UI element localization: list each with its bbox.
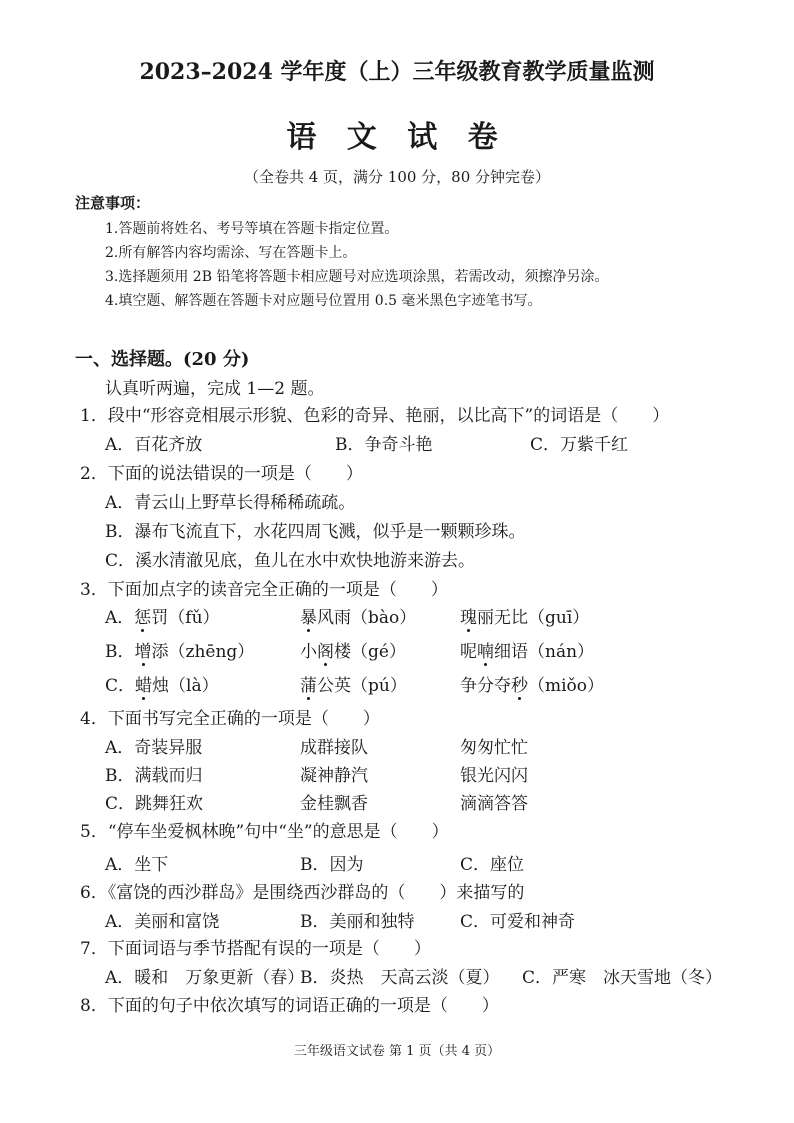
question-3-row-a-word-2 <box>300 603 416 628</box>
question-6-option-c: C．可爱和神奇 <box>460 912 576 932</box>
question-4-stem: 4．下面书写完全正确的一项是（ ） <box>80 709 380 729</box>
dotted-char: 秒 <box>511 671 528 696</box>
question-7-option-c: C．严寒 冰天雪地（冬） <box>522 968 723 988</box>
question-3-row-c-word-2 <box>300 671 407 696</box>
option-label: A． <box>105 608 135 628</box>
pinyin: （zhēng） <box>168 642 255 662</box>
pinyin: （nán） <box>528 642 595 662</box>
question-8-stem: 8．下面的句子中依次填写的词语正确的一项是（ ） <box>80 996 499 1016</box>
pinyin: （miǒo） <box>528 676 605 696</box>
option-label: B． <box>105 642 135 662</box>
word-text: 争分夺 <box>460 676 511 696</box>
word-text: 楼 <box>334 642 351 662</box>
question-3-row-a-word-3 <box>460 603 589 628</box>
dotted-char: 蒲 <box>300 671 317 696</box>
question-7-option-b: B．炎热 天高云淡（夏） <box>300 968 500 988</box>
word-text: 细语 <box>494 642 528 662</box>
question-2-option-a: A．青云山上野草长得稀稀疏疏。 <box>105 493 356 513</box>
question-2-option-b: B．瀑布飞流直下，水花四周飞溅，似乎是一颗颗珍珠。 <box>105 522 526 542</box>
dotted-char: 增 <box>135 637 152 662</box>
dotted-char: 阁 <box>317 637 334 662</box>
word-text: 呢 <box>460 642 477 662</box>
notice-item: 2.所有解答内容均需涂、写在答题卡上。 <box>105 245 357 261</box>
pinyin: （bào） <box>351 608 417 628</box>
question-2-option-c: C．溪水清澈见底，鱼儿在水中欢快地游来游去。 <box>105 551 476 571</box>
pinyin: （pú） <box>351 676 407 696</box>
question-3-row-a <box>105 603 220 628</box>
question-4-option-b-word-3: 银光闪闪 <box>460 766 528 786</box>
word-text: 添 <box>151 642 169 662</box>
question-6-option-a: A．美丽和富饶 <box>105 912 220 932</box>
word-text: 小 <box>300 642 317 662</box>
word-text: 丽无比 <box>477 608 528 628</box>
question-1-option-c: C．万紫千红 <box>530 435 629 455</box>
question-5-option-a: A．坐下 <box>105 855 169 875</box>
exam-info: （全卷共 4 页，满分 100 分，80 分钟完卷） <box>243 168 551 186</box>
notice-heading: 注意事项： <box>75 194 151 212</box>
question-3-row-c-word-3 <box>460 671 604 696</box>
question-4-option-b-word-2: 凝神静汽 <box>300 766 368 786</box>
word-text: 公英 <box>317 676 351 696</box>
question-2-stem: 2．下面的说法错误的一项是（ ） <box>80 464 363 484</box>
question-1-option-a: A．百花齐放 <box>105 435 203 455</box>
question-3-row-c <box>105 671 219 696</box>
question-7-option-a: A．暖和 万象更新（春） <box>105 968 305 988</box>
question-3-row-b-word-2 <box>300 637 406 662</box>
question-4-option-b: B．满载而归 <box>105 766 203 786</box>
exam-title: 2023–2024 学年度（上）三年级教育教学质量监测 <box>139 59 655 85</box>
dotted-char: 惩 <box>134 603 151 628</box>
question-5-option-c: C．座位 <box>460 855 525 875</box>
notice-item: 4.填空题、解答题在答题卡对应题号位置用 0.5 毫米黑色字迹笔书写。 <box>105 293 542 309</box>
dotted-char: 暴 <box>300 603 317 628</box>
notice-item: 1.答题前将姓名、考号等填在答题卡指定位置。 <box>105 221 399 237</box>
question-4-option-a-word-3: 匆匆忙忙 <box>460 738 528 758</box>
word-text: 风雨 <box>317 608 351 628</box>
pinyin: （là） <box>169 676 219 696</box>
pinyin: （guī） <box>528 608 590 628</box>
question-4-option-c: C．跳舞狂欢 <box>105 794 204 814</box>
pinyin: （fǔ） <box>168 608 220 628</box>
notice-item: 3.选择题须用 2B 铅笔将答题卡相应题号对应选项涂黑，若需改动，须擦净另涂。 <box>105 269 609 285</box>
dotted-char: 瑰 <box>460 603 477 628</box>
question-6-stem: 6．《富饶的西沙群岛》是围绕西沙群岛的（ ）来描写的 <box>80 883 525 903</box>
word-text: 烛 <box>152 676 170 696</box>
dotted-char: 喃 <box>477 637 494 662</box>
question-7-stem: 7．下面词语与季节搭配有误的一项是（ ） <box>80 939 431 959</box>
pinyin: （gé） <box>351 642 406 662</box>
question-4-option-a-word-2: 成群接队 <box>300 738 368 758</box>
question-3-stem: 3．下面加点字的读音完全正确的一项是（ ） <box>80 580 448 600</box>
question-3-row-b-word-3 <box>460 637 594 662</box>
question-5-stem: 5．“停车坐爱枫林晚”句中“坐”的意思是（ ） <box>80 822 449 842</box>
question-4-option-a: A．奇装异服 <box>105 738 203 758</box>
word-text: 罚 <box>151 608 169 628</box>
question-4-option-c-word-3: 滴滴答答 <box>460 794 528 814</box>
section-heading: 一、选择题。(20 分) <box>75 349 250 370</box>
question-1-stem: 1．段中“形容竞相展示形貌、色彩的奇异、艳丽，以比高下”的词语是（ ） <box>80 406 670 426</box>
dotted-char: 蜡 <box>135 671 152 696</box>
subject-title: 语 文 试 卷 <box>286 120 508 155</box>
question-6-option-b: B．美丽和独特 <box>300 912 415 932</box>
question-3-row-b <box>105 637 254 662</box>
option-label: C． <box>105 676 136 696</box>
question-1-option-b: B．争奇斗艳 <box>335 435 433 455</box>
section-intro: 认真听两遍，完成 1—2 题。 <box>105 379 325 399</box>
question-4-option-c-word-2: 金桂飘香 <box>300 794 368 814</box>
page-footer: 三年级语文试卷 第 1 页（共 4 页） <box>293 1044 501 1059</box>
question-5-option-b: B．因为 <box>300 855 364 875</box>
